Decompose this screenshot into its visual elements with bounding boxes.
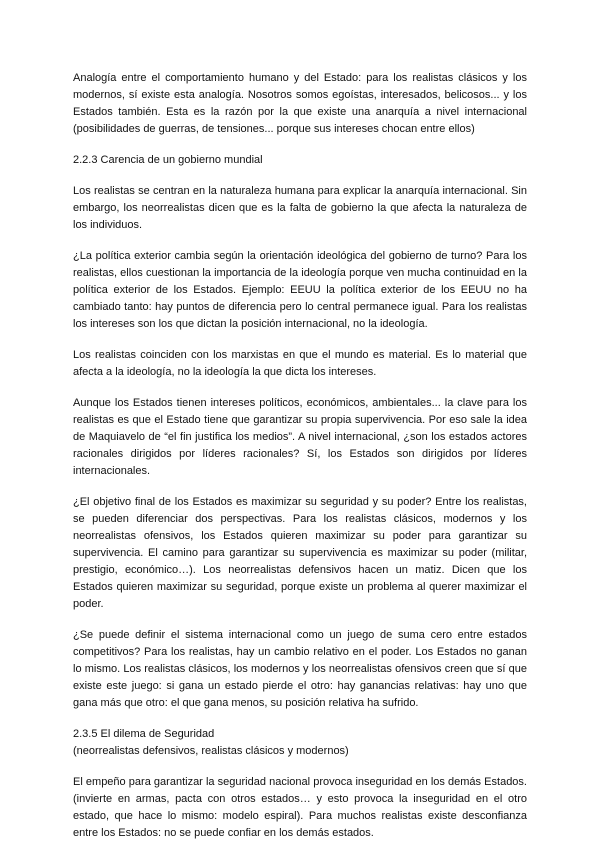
paragraph-dilema-seguridad: El empeño para garantizar la seguridad nacional provoca inseguridad en los demás Estados. (invierte en armas, pacta con otros estados… y esto provoca la inseguridad en el otro estado, que hace lo mismo: modelo espiral). Para muchos realistas existe desconfianza entre los Estados: no se puede confiar en los demás estados. <box>73 776 527 839</box>
section-heading-carencia-gobierno-mundial: 2.2.3 Carencia de un gobierno mundial <box>73 154 263 166</box>
section-heading-dilema-seguridad <box>73 726 527 760</box>
paragraph-suma-cero: ¿Se puede definir el sistema internacional como un juego de suma cero entre estados competitivos? Para los realistas, hay un cambio relativo en el poder. Los Estados no ganan lo mismo. Los realistas clásicos, los modernos y los neorrealistas ofensivos creen que sí que existe este juego: si gana un estado pierde el otro: hay ganancias relativas: hay uno que gana más que otro: el que gana menos, su posición relativa ha sufrido. <box>73 629 527 709</box>
paragraph-supervivencia: Aunque los Estados tienen intereses políticos, económicos, ambientales... la clave para los realistas es que el Estado tiene que garantizar su propia supervivencia. Por eso sale la idea de Maquiavelo de “el fin justifica los medios”. A nivel internacional, ¿son los estados actores racionales dirigidos por líderes racionales? Sí, los Estados son dirigidos por líderes internacionales. <box>73 397 527 477</box>
paragraph-naturaleza-humana: Los realistas se centran en la naturaleza humana para explicar la anarquía internacional. Sin embargo, los neorrealistas dicen que es la falta de gobierno la que afecta la naturaleza de los individuos. <box>73 185 527 231</box>
section-heading-title: 2.3.5 El dilema de Seguridad <box>73 728 215 740</box>
paragraph-marxistas: Los realistas coinciden con los marxistas en que el mundo es material. Es lo material que afecta a la ideología, no la ideología la que dicta los intereses. <box>73 349 527 378</box>
paragraph-seguridad-poder: ¿El objetivo final de los Estados es maximizar su seguridad y su poder? Entre los realistas, se pueden diferenciar dos perspectivas. Para los realistas clásicos, modernos y los neorrealistas ofensivos, los Estados quieren maximizar su poder para garantizar su supervivencia. El camino para garantizar su supervivencia es maximizar su poder (militar, prestigio, económico…). Los neorrealistas defensivos hacen un matiz. Dicen que los Estados quieren maximizar su seguridad, porque existe un problema al querer maximizar el poder. <box>73 496 527 610</box>
paragraph-politica-exterior: ¿La política exterior cambia según la orientación ideológica del gobierno de turno? Para los realistas, ellos cuestionan la importancia de la ideología porque ven mucha continuidad en la política exterior de los Estados. Ejemplo: EEUU la política exterior de los EEUU no ha cambiado tanto: hay puntos de diferencia pero lo central permanece igual. Para los realistas los intereses son los que dictan la posición internacional, no la ideología. <box>73 250 527 330</box>
document-page <box>73 70 527 856</box>
section-heading-subtitle: (neorrealistas defensivos, realistas clásicos y modernos) <box>73 745 349 757</box>
paragraph-analogia: Analogía entre el comportamiento humano y del Estado: para los realistas clásicos y los modernos, sí existe esta analogía. Nosotros somos egoístas, interesados, belicosos... y los Estados también. Esta es la razón por la que existe una anarquía a nivel internacional (posibilidades de guerras, de tensiones... porque sus intereses chocan entre ellos) <box>73 72 527 135</box>
